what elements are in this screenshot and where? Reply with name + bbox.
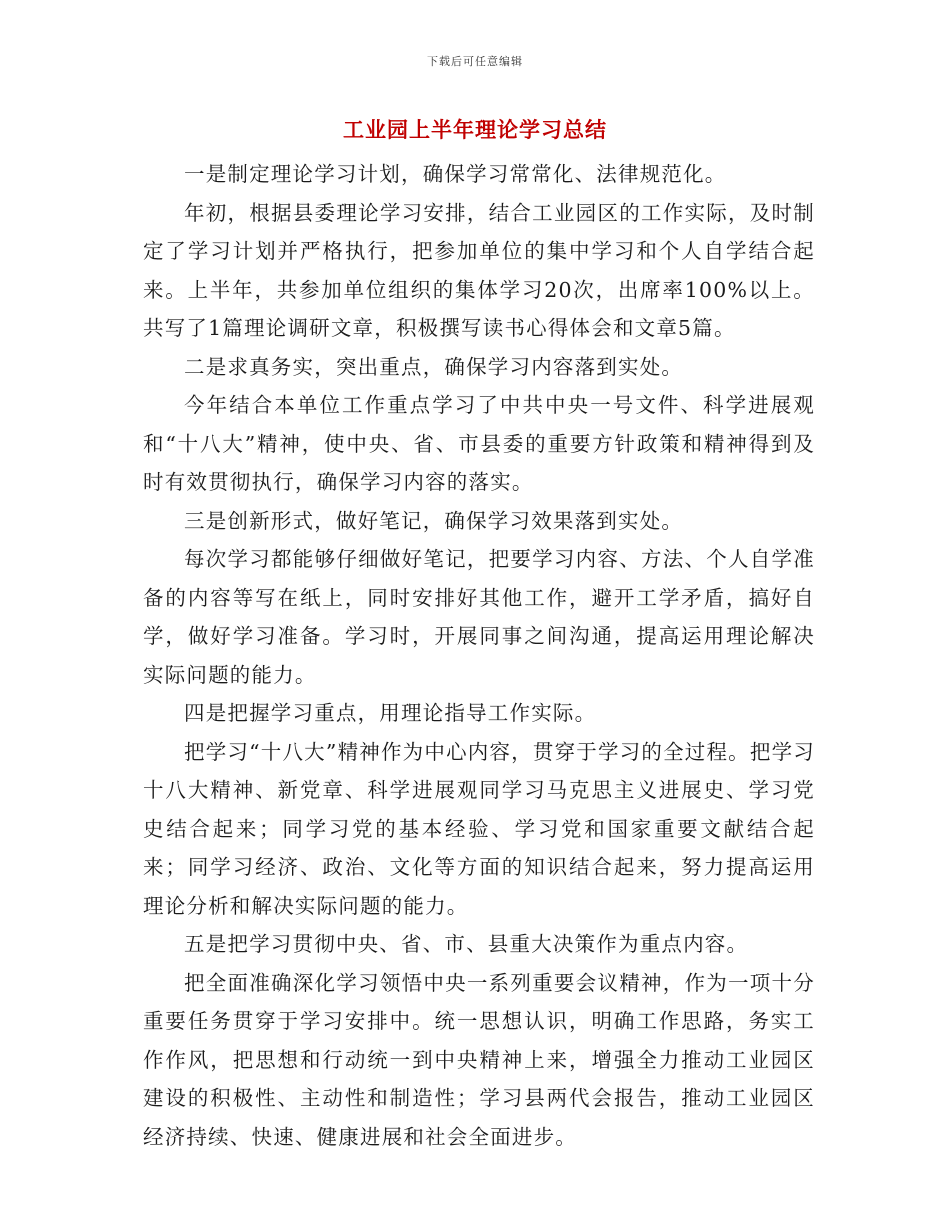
paragraph: 二是求真务实，突出重点，确保学习内容落到实处。	[184, 354, 684, 379]
paragraph: 四是把握学习重点，用理论指导工作实际。	[184, 701, 597, 725]
paragraph: 今年结合本单位工作重点学习了中共中央一号文件、科学进展观和“十八大”精神，使中央、省、市县委的重要方针政策和精神得到及时有效贯彻执行，确保学习内容的落实。	[143, 393, 815, 494]
document-title: 工业园上半年理论学习总结	[343, 117, 607, 142]
header-note: 下载后可任意编辑	[427, 55, 523, 68]
paragraph: 每次学习都能够仔细做好笔记，把要学习内容、方法、个人自学准备的内容等写在纸上，同时安排好其他工作，避开工学矛盾，搞好自学，做好学习准备。学习时，开展同事之间沟通，提高运用理论解决实际问题的能力。	[143, 547, 815, 687]
paragraph: 把全面准确深化学习领悟中央一系列重要会议精神，作为一项十分重要任务贯穿于学习安排中。统一思想认识，明确工作思路，务实工作作风，把思想和行动统一到中央精神上来，增强全力推动工业园区建设的积极性、主动性和制造性；学习县两代会报告，推动工业园区经济持续、快速、健康进展和社会全面进步。	[143, 970, 815, 1149]
paragraph: 年初，根据县委理论学习安排，结合工业园区的工作实际，及时制定了学习计划并严格执行，把参加单位的集中学习和个人自学结合起来。上半年，共参加单位组织的集体学习20次，出席率100%以上。共写了1篇理论调研文章，积极撰写读书心得体会和文章5篇。	[143, 200, 815, 340]
paragraph: 把学习“十八大”精神作为中心内容，贯穿于学习的全过程。把学习十八大精神、新党章、科学进展观同学习马克思主义进展史、学习党史结合起来；同学习党的基本经验、学习党和国家重要文献结合起来；同学习经济、政治、文化等方面的知识结合起来，努力提高运用理论分析和解决实际问题的能力。	[143, 739, 815, 918]
paragraph: 三是创新形式，做好笔记，确保学习效果落到实处。	[184, 508, 684, 533]
paragraph: 一是制定理论学习计划，确保学习常常化、法律规范化。	[184, 162, 727, 186]
paragraph: 五是把学习贯彻中央、省、市、县重大决策作为重点内容。	[184, 932, 749, 956]
document-body	[143, 155, 815, 1156]
